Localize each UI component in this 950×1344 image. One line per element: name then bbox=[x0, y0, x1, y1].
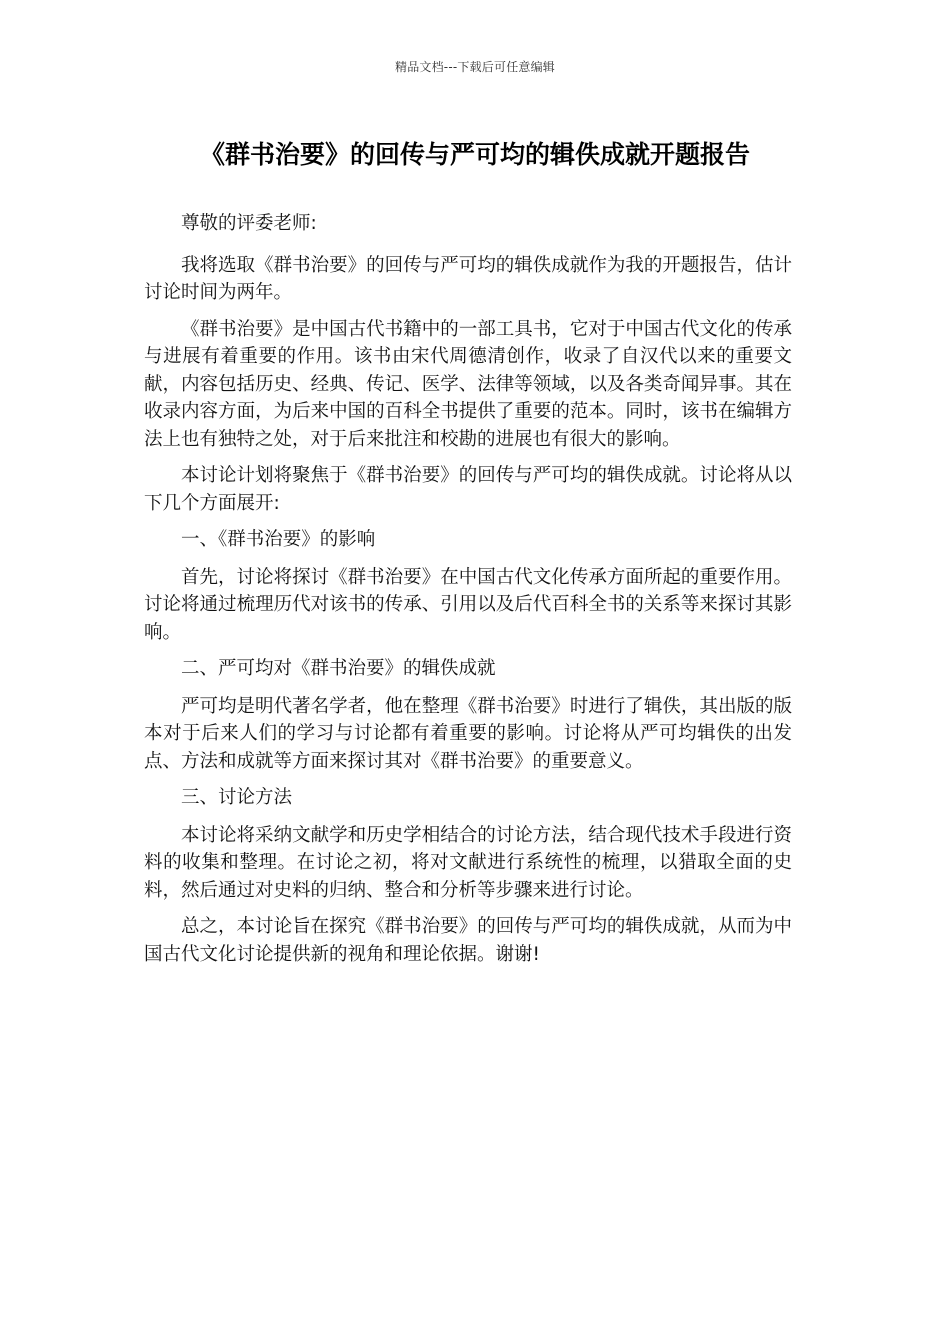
section-heading-1: 一、《群书治要》的影响 bbox=[181, 529, 376, 550]
background-paragraph: 《群书治要》是中国古代书籍中的一部工具书，它对于中国古代文化的传承与进展有着重要的作用。该书由宋代周德清创作，收录了自汉代以来的重要文献，内容包括历史、经典、传记、医学、法律等领域，以及各类奇闻异事。其在收录内容方面，为后来中国的百科全书提供了重要的范本。同时，该书在编辑方法上也有独特之处，对于后来批注和校勘的进展也有很大的影响。 bbox=[144, 318, 792, 450]
section-heading-3: 三、讨论方法 bbox=[181, 787, 293, 808]
intro-paragraph: 我将选取《群书治要》的回传与严可均的辑佚成就作为我的开题报告，估计讨论时间为两年。 bbox=[144, 254, 792, 303]
conclusion-paragraph: 总之，本讨论旨在探究《群书治要》的回传与严可均的辑佚成就，从而为中国古代文化讨论提供新的视角和理论依据。谢谢! bbox=[144, 916, 792, 965]
plan-paragraph: 本讨论计划将聚焦于《群书治要》的回传与严可均的辑佚成就。讨论将从以下几个方面展开: bbox=[144, 465, 792, 514]
section-text-3: 本讨论将采纳文献学和历史学相结合的讨论方法，结合现代技术手段进行资料的收集和整理。在讨论之初，将对文献进行系统性的梳理，以猎取全面的史料，然后通过对史料的归纳、整合和分析等步骤来进行讨论。 bbox=[144, 824, 792, 901]
section-heading-2: 二、严可均对《群书治要》的辑佚成就 bbox=[181, 658, 496, 679]
document-body bbox=[144, 210, 792, 977]
salutation: 尊敬的评委老师: bbox=[181, 213, 317, 234]
section-text-2: 严可均是明代著名学者，他在整理《群书治要》时进行了辑佚，其出版的版本对于后来人们的学习与讨论都有着重要的影响。讨论将从严可均辑佚的出发点、方法和成就等方面来探讨其对《群书治要》的重要意义。 bbox=[144, 695, 792, 772]
section-text-1: 首先，讨论将探讨《群书治要》在中国古代文化传承方面所起的重要作用。讨论将通过梳理历代对该书的传承、引用以及后代百科全书的关系等来探讨其影响。 bbox=[144, 566, 792, 643]
document-title: 《群书治要》的回传与严可均的辑佚成就开题报告 bbox=[199, 140, 750, 169]
page-header-note: 精品文档---下载后可任意编辑 bbox=[395, 60, 555, 74]
